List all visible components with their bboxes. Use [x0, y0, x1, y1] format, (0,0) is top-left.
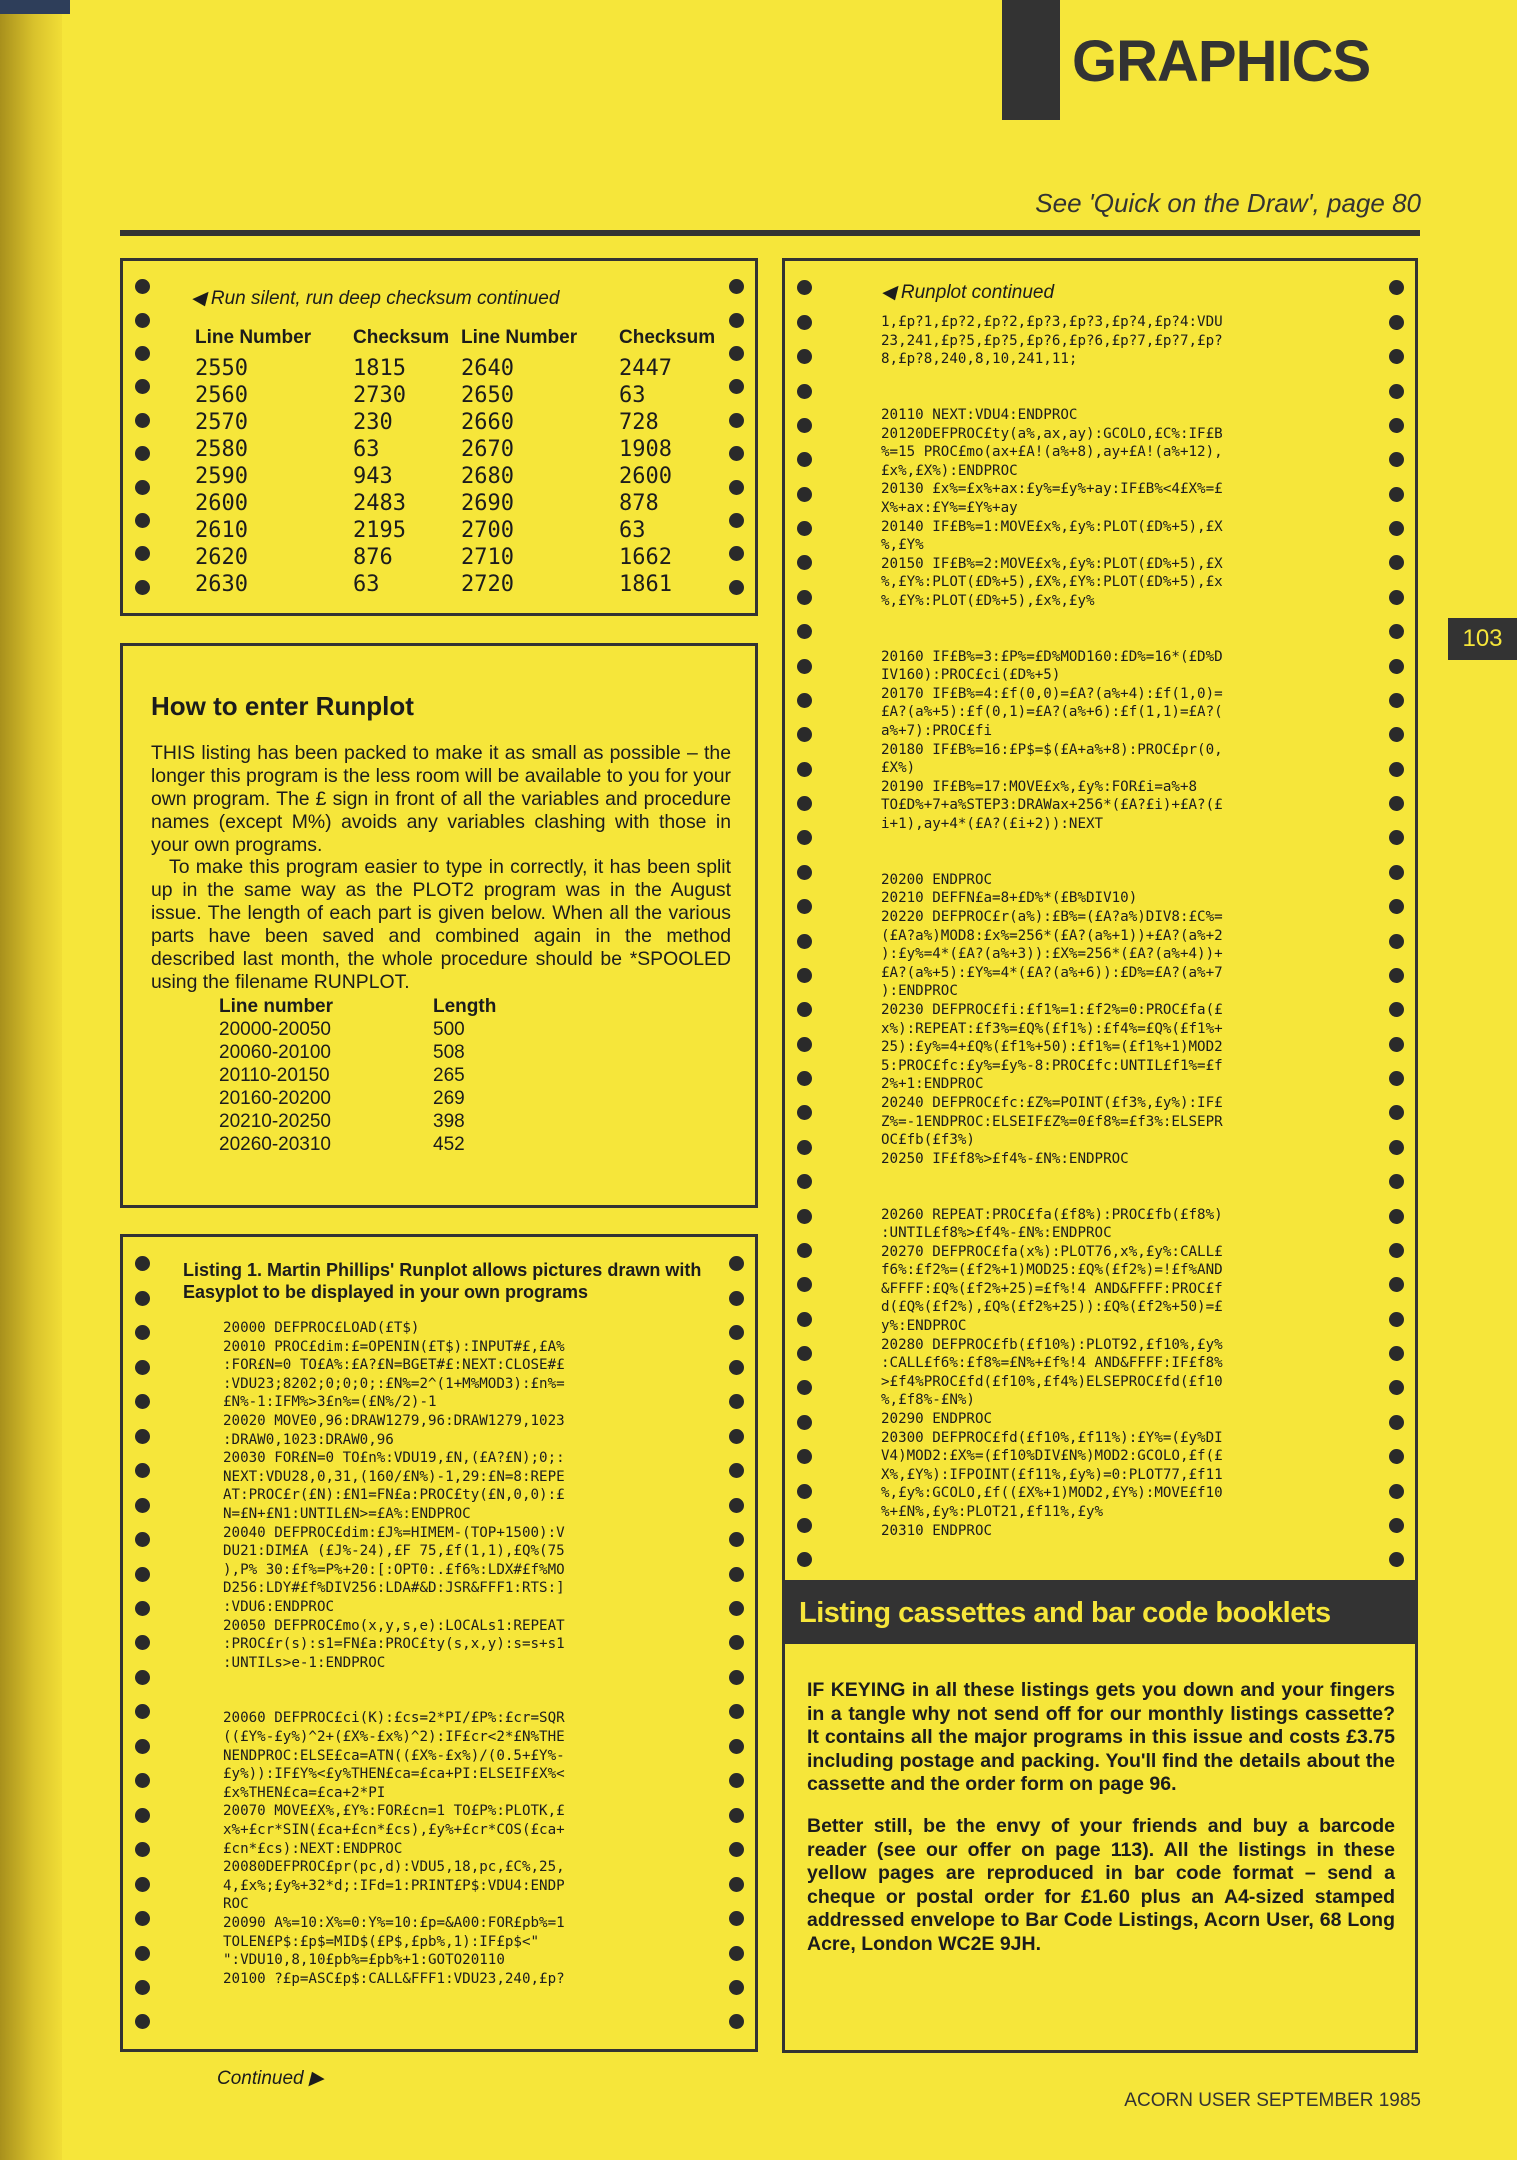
continued-label: Continued ▶: [217, 2068, 324, 2089]
how-to-enter-para1: THIS listing has been packed to make it as small as possible – the longer this program is the less room will be available to you for your own program. The £ sign in front of all the variables and procedure names (except M%) avoids any variables clashing with those in your own programs.: [151, 742, 731, 856]
cassette-offer-box: [782, 1580, 1418, 2053]
table-cell: 2447: [619, 356, 672, 381]
table-cell: 452: [433, 1133, 465, 1155]
table-cell: 1815: [353, 356, 406, 381]
length-rows: [219, 1018, 533, 1156]
table-row: [219, 1064, 533, 1087]
sprocket-holes-right: [725, 1237, 747, 2049]
table-row: [219, 1041, 533, 1064]
table-cell: 1861: [619, 572, 672, 597]
table-cell: 728: [619, 410, 659, 435]
listing1-box: [120, 1234, 758, 2089]
column-header: Checksum: [353, 327, 450, 348]
table-cell: 2483: [353, 491, 406, 516]
table-cell: 20060-20100: [219, 1041, 331, 1063]
footer-issue: ACORN USER SEPTEMBER 1985: [1124, 2090, 1421, 2111]
spine-edge: [0, 0, 70, 14]
table-row: [191, 382, 723, 409]
checksum-box: [120, 258, 758, 616]
column-header: Line number: [219, 996, 334, 1017]
table-row: [191, 490, 723, 517]
listing1-code: 20000 DEFPROC£LOAD(£T$) 20010 PROC£dim:£=OPENIN(£T$):INPUT#£,£A% :FOR£N=0 TO£A%:£A?£N=BGET#£:NEXT:CLOSE#£ :VDU23;8202;0;0;0;:£N%=2^(1+M%MOD3):£n%= £N%-1:IFM%>3£n%=(£N%/2)-1 20020 MOVE0,96:DRAW1279,96:DRAW1279,1023 :DRAW0,1023:DRAW0,96 20030 FOR£N=0 TO£n%:VDU19,£N,(£A?£N);0;: NEXT:VDU28,0,31,(160/£N%)-1,29:£N=8:REPE AT:PROC£r(£N):£N1=FN£a:PROC£ty(£N,0,0):£ N=£N+£N1:UNTIL£N>=£A%:ENDPROC 20040 DEFPROC£dim:£J%=HIMEM-(TOP+1500):V DU21:DIM£A (£J%-24),£F 75,£f(1,1),£Q%(75 ),P% 30:£f%=P%+20:[:OPT0:.£f6%:LDX#£f%MO D256:LDY#£f%DIV256:LDA#&D:JSR&FFF1:RTS:] :VDU6:ENDPROC 20050 DEFPROC£mo(x,y,s,e):LOCALs1:REPEAT :PROC£r(s):s1=FN£a:PROC£ty(s,x,y):s=s+s1 :UNTILs>e-1:ENDPROC 20060 DEFPROC£ci(K):£cs=2*PI/£P%:£cr=SQR ((£Y%-£y%)^2+(£X%-£x%)^2):IF£cr<2*£N%THE NENDPROC:ELSE£ca=ATN((£X%-£x%)/(0.5+£Y%- £y%)):IF£Y%<£y%THEN£ca=£ca+PI:ELSEIF£X%< £x%THEN£ca=£ca+2*PI 20070 MOVE£X%,£Y%:FOR£cn=1 TO£P%:PLOTK,£ x%+£cr*SIN(£ca+£cn*£cs),£y%+£cr*COS(£ca+ £cn*£cs):NEXT:ENDPROC 20080DEFPROC£pr(pc,d):VDU5,18,pc,£C%,25, 4,£x%;£y%+32*d;:IFd=1:PRINT£P$:VDU4:ENDP ROC 20090 A%=10:X%=0:Y%=10:£p=&A00:FOR£pb%=1 TOLEN£P$:£p$=MID$(£P$,£pb%,1):IF£p$<" ":VDU10,8,10£pb%=£pb%+1:GOTO20110 20100 ?£p=ASC£p$:CALL&FFF1:VDU23,240,£p?: [223, 1320, 565, 1987]
table-cell: 2620: [195, 545, 248, 570]
page-spine: [0, 0, 62, 2160]
table-cell: 2660: [461, 410, 514, 435]
checksum-caption: ◀ Run silent, run deep checksum continued: [191, 288, 560, 309]
runplot-box: [782, 258, 1418, 1590]
table-cell: 2720: [461, 572, 514, 597]
table-cell: 20000-20050: [219, 1018, 331, 1040]
listing1-caption: Listing 1. Martin Phillips' Runplot allows pictures drawn with Easyplot to be displayed in your own programs: [183, 1260, 702, 1302]
page-number-tab: 103: [1448, 618, 1517, 660]
table-cell: 2680: [461, 464, 514, 489]
how-to-enter-para2: To make this program easier to type in correctly, it has been split up in the same way as the PLOT2 program was in the August issue. The length of each part is given below. When all the various parts have been saved and combined again in the method described last month, the whole procedure should be *SPOOLED using the filename RUNPLOT.: [151, 856, 731, 993]
table-cell: 2610: [195, 518, 248, 543]
table-cell: 2690: [461, 491, 514, 516]
table-cell: 1908: [619, 437, 672, 462]
table-cell: 2550: [195, 356, 248, 381]
table-row: [219, 1087, 533, 1110]
table-row: [191, 544, 723, 571]
sprocket-holes-right: [1385, 261, 1407, 1587]
cassette-para2: Better still, be the envy of your friends and buy a barcode reader (see our offer on page 113). All the listings in these yellow pages are reproduced in bar code format – send a cheque or postal order for £1.60 plus an A4-sized stamped addressed envelope to Bar Code Listings, Acorn User, 68 Long Acre, London WC2E 9JH.: [807, 1815, 1395, 1955]
table-cell: 20110-20150: [219, 1064, 330, 1086]
runplot-caption: ◀ Runplot continued: [881, 282, 1055, 303]
table-row: [191, 463, 723, 490]
sprocket-holes-left: [793, 261, 815, 1587]
table-cell: 500: [433, 1018, 465, 1040]
how-to-enter-box: [120, 643, 758, 1208]
sprocket-holes-right: [725, 261, 747, 613]
table-cell: 20210-20250: [219, 1110, 331, 1132]
table-cell: 2730: [353, 383, 406, 408]
table-cell: 398: [433, 1110, 465, 1132]
table-cell: 2700: [461, 518, 514, 543]
table-cell: 20160-20200: [219, 1087, 331, 1109]
table-cell: 2600: [619, 464, 672, 489]
table-row: [219, 1018, 533, 1041]
cassette-title: Listing cassettes and bar code booklets: [785, 1583, 1415, 1644]
table-row: [191, 355, 723, 382]
table-cell: 2580: [195, 437, 248, 462]
table-row: [191, 409, 723, 436]
table-cell: 20260-20310: [219, 1133, 331, 1155]
runplot-code: 1,£p?1,£p?2,£p?2,£p?3,£p?3,£p?4,£p?4:VDU 23,241,£p?5,£p?5,£p?6,£p?6,£p?7,£p?7,£p? 8,£p?8,240,8,10,241,11; 20110 NEXT:VDU4:ENDPROC 20120DEFPROC£ty(a%,ax,ay):GCOLO,£C%:IF£B %=15 PROC£mo(ax+£A!(a%+8),ay+£A!(a%+12), £x%,£X%):ENDPROC 20130 £x%=£x%+ax:£y%=£y%+ay:IF£B%<4£X%=£ X%+ax:£Y%=£Y%+ay 20140 IF£B%=1:MOVE£x%,£y%:PLOT(£D%+5),£X %,£Y% 20150 IF£B%=2:MOVE£x%,£y%:PLOT(£D%+5),£X %,£Y%:PLOT(£D%+5),£X%,£Y%:PLOT(£D%+5),£x %,£Y%:PLOT(£D%+5),£x%,£y% 20160 IF£B%=3:£P%=£D%MOD160:£D%=16*(£D%D IV160):PROC£ci(£D%+5) 20170 IF£B%=4:£f(0,0)=£A?(a%+4):£f(1,0)= £A?(a%+5):£f(0,1)=£A?(a%+6):£f(1,1)=£A?( a%+7):PROC£fi 20180 IF£B%=16:£P$=$(£A+a%+8):PROC£pr(0, £X%) 20190 IF£B%=17:MOVE£x%,£y%:FOR£i=a%+8 TO£D%+7+a%STEP3:DRAWax+256*(£A?£i)+£A?(£ i+1),ay+4*(£A?(£i+2)):NEXT 20200 ENDPROC 20210 DEFFN£a=8+£D%*(£B%DIV10) 20220 DEFPROC£r(a%):£B%=(£A?a%)DIV8:£C%= (£A?a%)MOD8:£x%=256*(£A?(a%+1))+£A?(a%+2 ):£y%=4*(£A?(a%+3)):£X%=256*(£A?(a%+4))+ £A?(a%+5):£Y%=4*(£A?(a%+6)):£D%=£A?(a%+7 ):ENDPROC 20230 DEFPROC£fi:£f1%=1:£f2%=0:PROC£fa(£ x%):REPEAT:£f3%=£Q%(£f1%):£f4%=£Q%(£f1%+ 25):£y%=4+£Q%(£f1%+50):£f1%=(£f1%+1)MOD2 5:PROC£fc:£y%=£y%-8:PROC£fc:UNTIL£f1%=£f 2%+1:ENDPROC 20240 DEFPROC£fc:£Z%=POINT(£f3%,£y%):IF£ Z%=-1ENDPROC:ELSEIF£Z%=0£f8%=£f3%:ELSEPR OC£fb(£f3%) 20250 IF£f8%>£f4%-£N%:ENDPROC 20260 REPEAT:PROC£fa(£f8%):PROC£fb(£f8%) :UNTIL£f8%>£f4%-£N%:ENDPROC 20270 DEFPROC£fa(x%):PLOT76,x%,£y%:CALL£ f6%:£f2%=(£f2%+1)MOD25:£Q%(£f2%)=!£f%AND &FFFF:£Q%(£f2%+25)=£f%!4 AND&FFFF:PROC£f d(£Q%(£f2%),£Q%(£f2%+25)):£Q%(£f2%+50)=£ y%:ENDPROC 20280 DEFPROC£fb(£f10%):PLOT92,£f10%,£y% :CALL£f6%:£f8%=£N%+£f%!4 AND&FFFF:IF£f8% >£f4%PROC£fd(£f10%,£f4%)ELSEPROC£fd(£f10 %,£f8%-£N%) 20290 ENDPROC 20300 DEFPROC£fd(£f10%,£f11%):£Y%=(£y%DI V4)MOD2:£X%=(£f10%DIV£N%)MOD2:GCOLO,£f(£ X%,£Y%):IFPOINT(£f11%,£y%)=0:PLOT77,£f11 %,£y%:GCOLO,£f((£X%+1)MOD2,£Y%):MOVE£f10 %+£N%,£y%:PLOT21,£f11%,£y% 20310 ENDPROC: [881, 314, 1223, 1539]
table-row: [219, 1133, 533, 1156]
table-cell: 2560: [195, 383, 248, 408]
table-cell: 2570: [195, 410, 248, 435]
table-cell: 508: [433, 1041, 465, 1063]
table-cell: 2670: [461, 437, 514, 462]
table-cell: 2650: [461, 383, 514, 408]
column-header: Line Number: [195, 327, 312, 348]
see-also-note: See 'Quick on the Draw', page 80: [1035, 188, 1421, 218]
column-header: Checksum: [619, 327, 716, 348]
table-cell: 63: [353, 572, 380, 597]
table-cell: 2195: [353, 518, 406, 543]
table-cell: 1662: [619, 545, 672, 570]
checksum-rows: [191, 355, 723, 598]
header-block: [1002, 0, 1060, 120]
table-cell: 63: [619, 518, 646, 543]
table-row: [191, 436, 723, 463]
table-cell: 2630: [195, 572, 248, 597]
header-rule: [120, 230, 1420, 236]
table-cell: 2710: [461, 545, 514, 570]
table-row: [191, 571, 723, 598]
checksum-table: [191, 327, 723, 598]
table-cell: 230: [353, 410, 393, 435]
table-row: [219, 1110, 533, 1133]
sprocket-holes-left: [131, 261, 153, 613]
length-table: [219, 996, 533, 1156]
table-cell: 878: [619, 491, 659, 516]
section-title: GRAPHICS: [1072, 29, 1371, 94]
sprocket-holes-left: [131, 1237, 153, 2049]
column-header: Length: [433, 996, 497, 1017]
table-cell: 265: [433, 1064, 465, 1086]
table-cell: 63: [353, 437, 380, 462]
how-to-enter-title: How to enter Runplot: [151, 691, 414, 721]
cassette-para1: IF KEYING in all these listings gets you down and your fingers in a tangle why not send off for our monthly listings cassette? It contains all the major programs in this issue and costs £3.75 including postage and packing. You'll find the details about the cassette and the order form on page 96.: [807, 1679, 1395, 1795]
column-header: Line Number: [461, 327, 578, 348]
table-cell: 63: [619, 383, 646, 408]
table-cell: 943: [353, 464, 393, 489]
table-cell: 2640: [461, 356, 514, 381]
table-cell: 269: [433, 1087, 465, 1109]
table-cell: 2600: [195, 491, 248, 516]
table-cell: 876: [353, 545, 393, 570]
table-cell: 2590: [195, 464, 248, 489]
table-row: [191, 517, 723, 544]
